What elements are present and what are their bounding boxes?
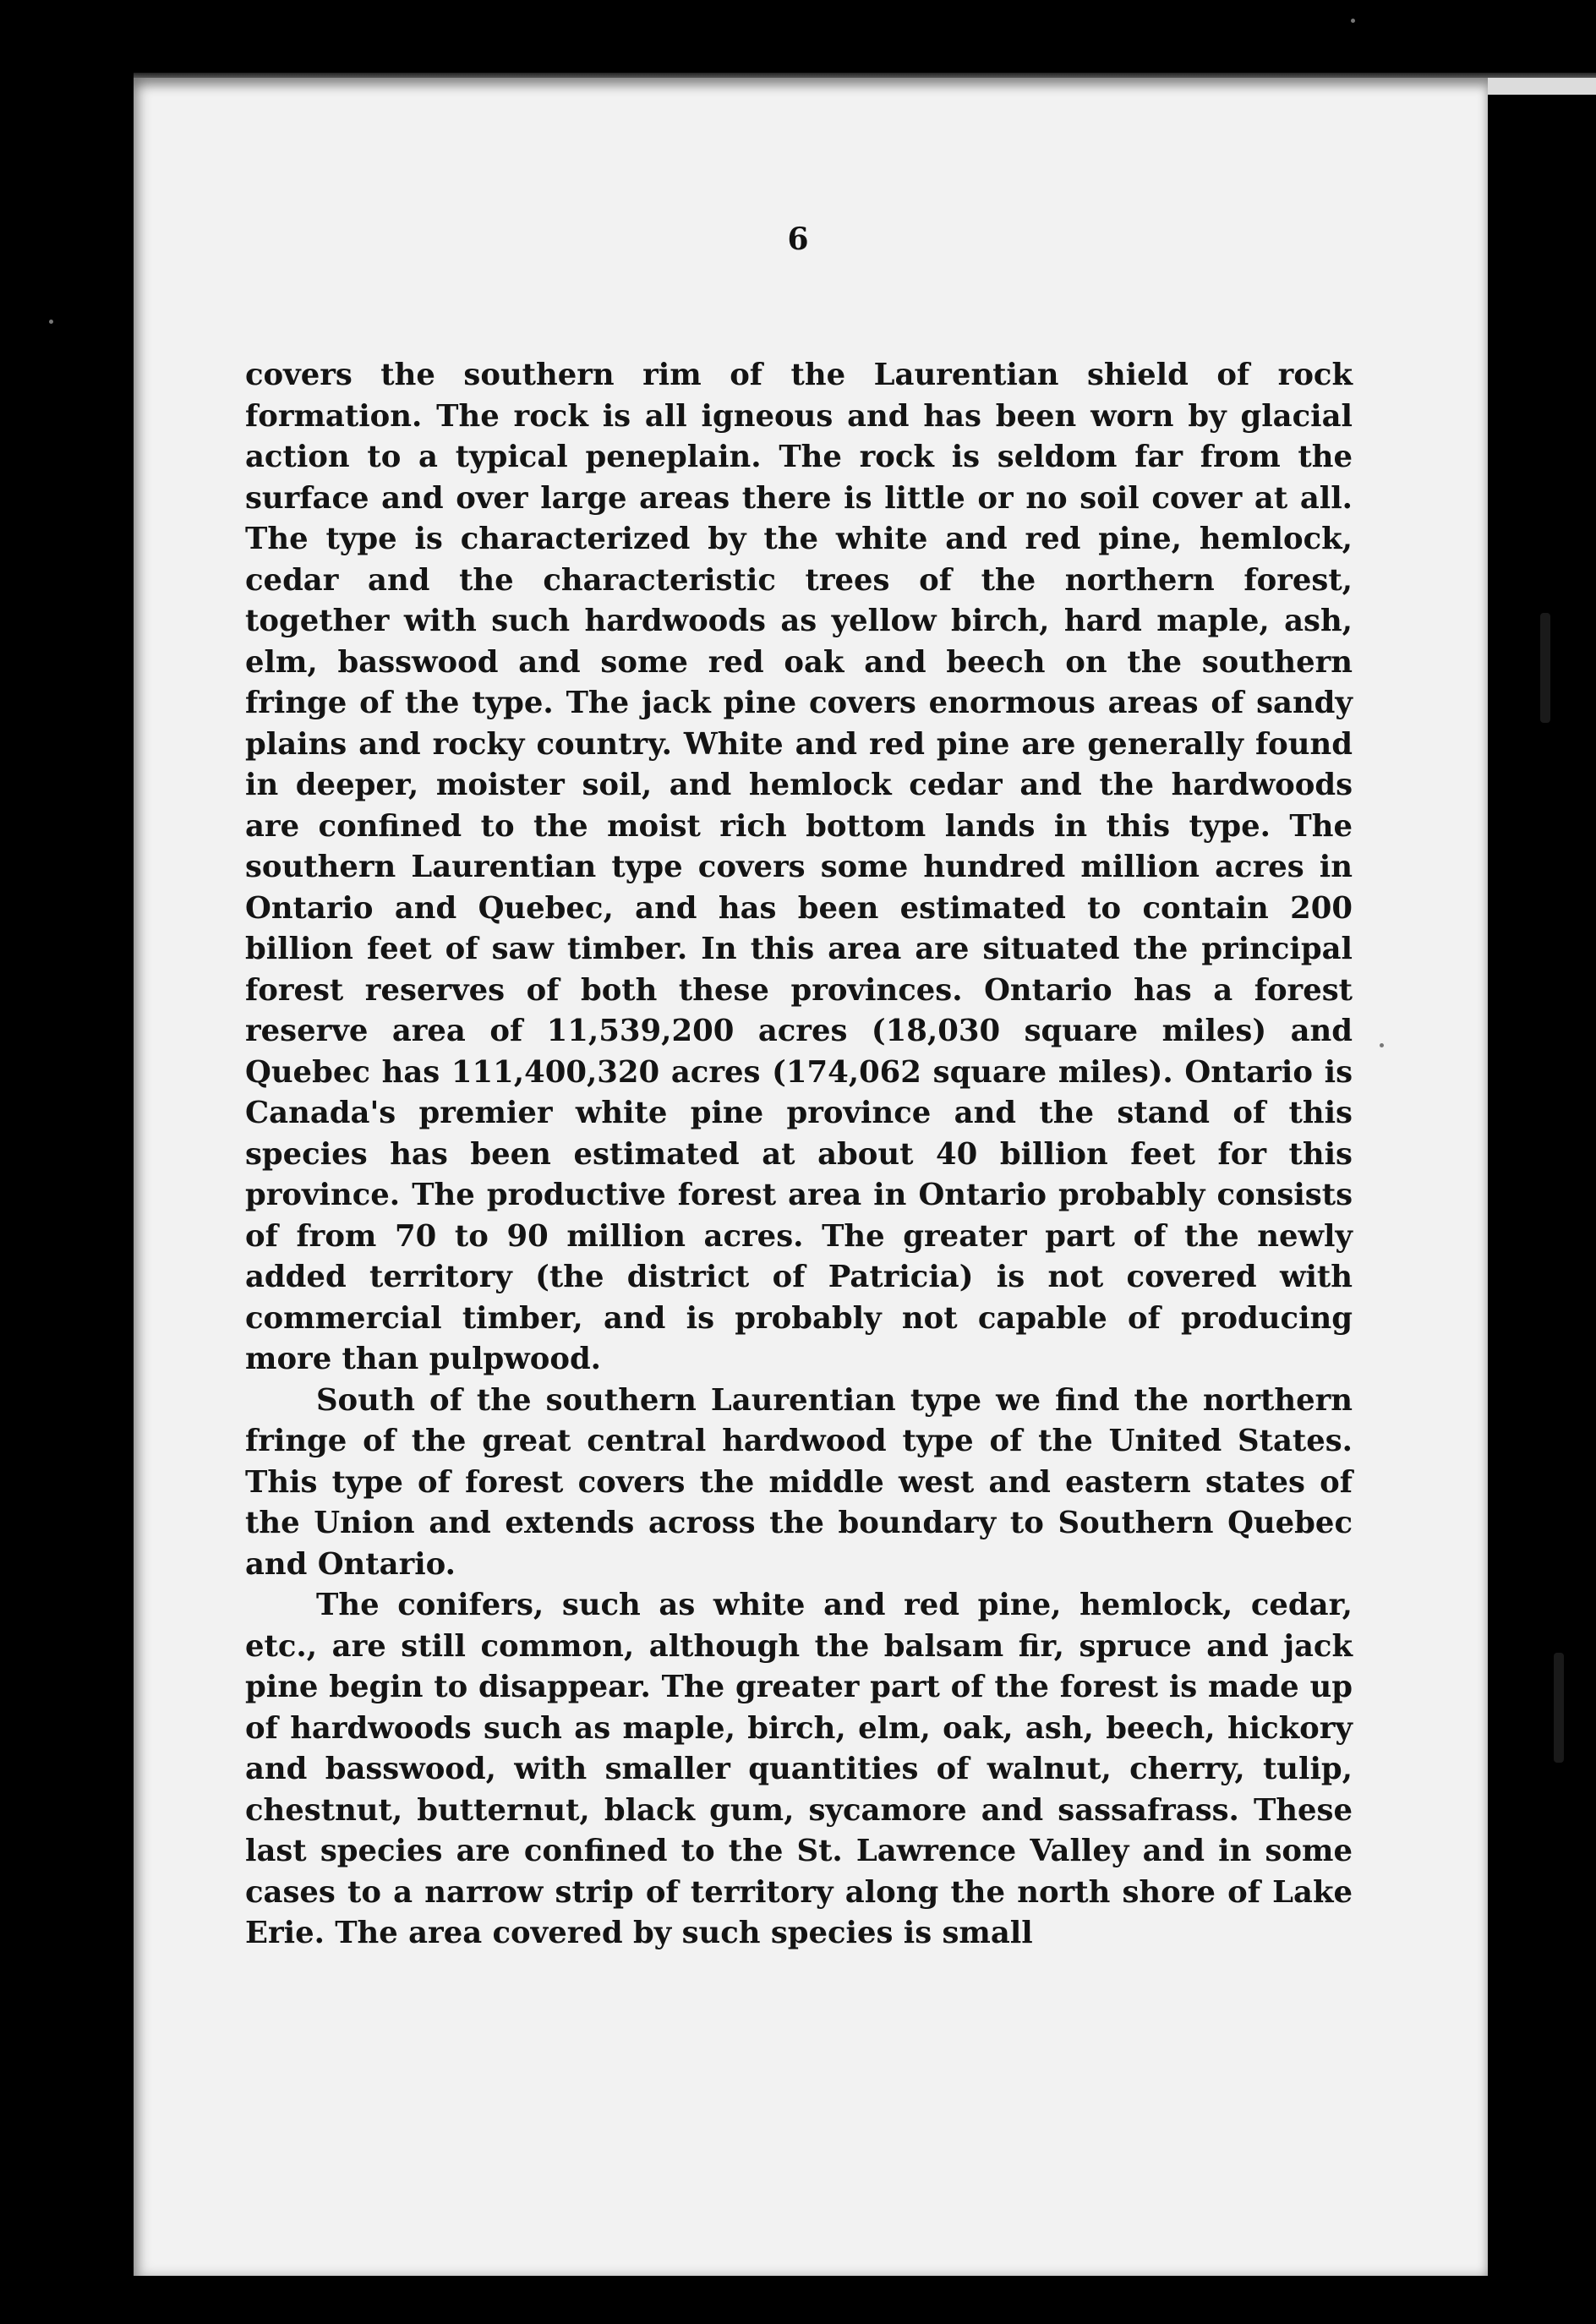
paragraph-3: The conifers, such as white and red pine, hemlock, cedar, etc., are still common, although the balsam fir, spruce and jack pine begin to disappear. The greater part of the forest is made up of hardwoods such as maple, birch, elm, oak, ash, beech, hickory and basswood, with smaller quantities of walnut, cherry, tulip, chestnut, butternut, black gum, sycamore and sassafrass. These last species are confined to the St. Lawrence Valley and in some cases to a narrow strip of territory along the north shore of Lake Erie. The area covered by such species is small [245,1588,1353,1950]
paragraph-1: covers the southern rim of the Laurentian shield of rock formation. The rock is all igneous and has been worn by glacial action to a typical peneplain. The rock is seldom far from the surface and over large areas there is little or no soil cover at all. The type is characterized by the white and red pine, hemlock, cedar and the characteristic trees of the northern forest, together with such hardwoods as yellow birch, hard maple, ash, elm, basswood and some red oak and beech on the southern fringe of the type. The jack pine covers enormous areas of sandy plains and rocky country. White and red pine are generally found in deeper, moister soil, and hemlock cedar and the hardwoods are confined to the moist rich bottom lands in this type. The southern Laurentian type covers some hundred million acres in Ontario and Quebec, and has been estimated to contain 200 billion feet of saw timber. In this area are situated the principal forest reserves of both these provinces. Ontario has a forest reserve area of 11,539,200 acres (18,030 square miles) and Quebec has 111,400,320 acres (174,062 square miles). Ontario is Canada's premier white pine province and the stand of this species has been estimated at about 40 billion feet for this province. The productive forest area in Ontario probably consists of from 70 to 90 million acres. The greater part of the newly added territory (the district of Patricia) is not covered with commercial timber, and is probably not capable of producing more than pulpwood. [245,358,1353,1376]
paragraph-2: South of the southern Laurentian type we find the northern fringe of the great central hardwood type of the United States. This type of forest covers the middle west and eastern states of the Union and extends across the boundary to Southern Quebec and Ontario. [245,1382,1353,1582]
binding-clip-mark [1540,613,1550,723]
scan-speck [1380,1043,1384,1047]
binding-clip-mark [1554,1653,1564,1763]
scan-speck [1351,19,1355,23]
scan-speck [49,320,53,324]
page-edge-tab [1488,78,1596,95]
page-number: 6 [787,221,809,257]
body-text [245,355,1353,1955]
